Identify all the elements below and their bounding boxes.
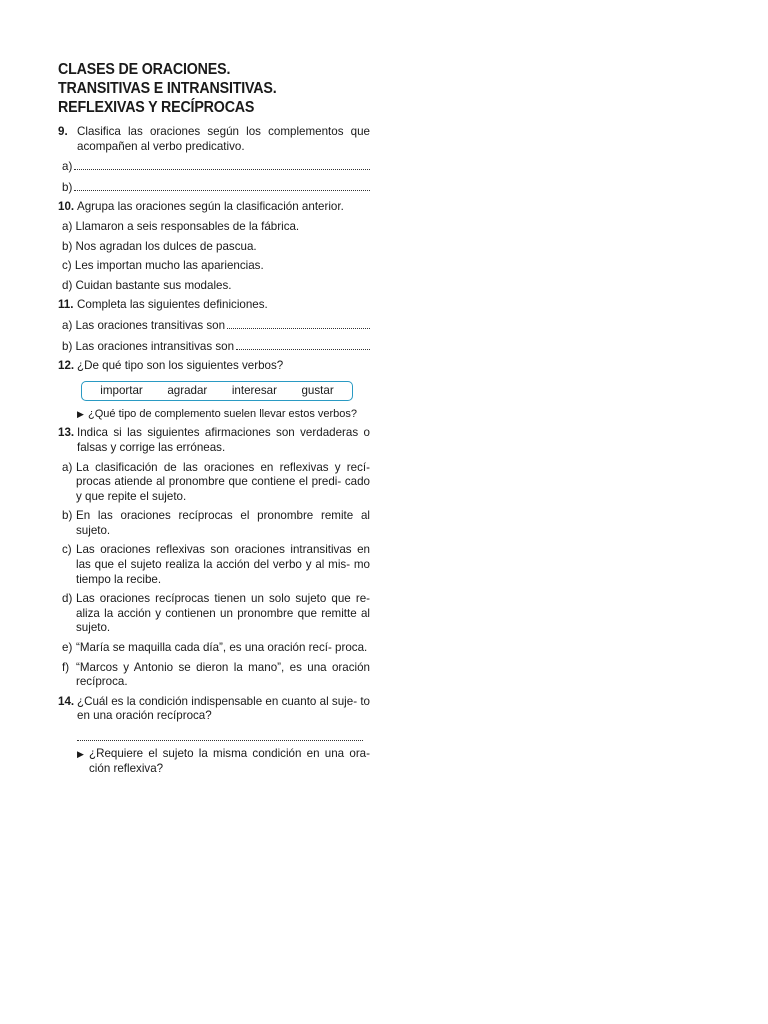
statement-text: Las oraciones recíprocas tienen un solo sujeto que re- aliza la acción y contienen un pronombre que remitte al sujeto.	[76, 592, 370, 635]
statement-text: Las oraciones reflexivas son oraciones intransitivas en las que el sujeto realiza la acción del verbo y al mis- mo tiempo la recibe.	[76, 543, 370, 586]
statement-label: a)	[62, 460, 73, 474]
answer-line	[227, 318, 370, 329]
question-13	[58, 426, 370, 455]
question-number: 12.	[58, 359, 75, 373]
answer-line	[236, 339, 370, 350]
question-12-followup	[58, 407, 370, 422]
statement-label: f)	[62, 660, 70, 674]
statement-item	[62, 592, 370, 636]
statement-text: “Marcos y Antonio se dieron la mano”, es una oración recíproca.	[76, 660, 370, 689]
question-text: Indica si las siguientes afirmaciones son verdaderas o falsas y corrige las erróneas.	[77, 426, 370, 454]
definition-label: a) Las oraciones transitivas son	[62, 318, 226, 332]
question-number: 10.	[58, 200, 75, 214]
statement-item	[62, 661, 370, 690]
question-12	[58, 359, 370, 374]
answer-9a	[62, 159, 370, 175]
verb-word: agradar	[167, 384, 208, 398]
sentence-item: b) Nos agradan los dulces de pascua.	[62, 239, 257, 253]
question-10	[58, 200, 370, 215]
definition-label: b) Las oraciones intransitivas son	[62, 339, 235, 353]
followup-text: ¿Requiere el sujeto la misma condición en una ora- ción reflexiva?	[89, 747, 370, 775]
title-line-1: CLASES DE ORACIONES.	[58, 61, 231, 78]
answer-label: a)	[62, 160, 73, 174]
question-number: 14.	[58, 694, 75, 708]
definition-11b	[62, 339, 370, 355]
verb-box	[81, 381, 353, 401]
page-title	[58, 60, 371, 117]
statement-label: c)	[62, 543, 72, 557]
question-text: ¿De qué tipo son los siguientes verbos?	[77, 359, 284, 373]
statement-item	[62, 461, 370, 505]
definition-11a	[62, 318, 370, 334]
sentence-item: d) Cuidan bastante sus modales.	[62, 278, 232, 292]
answer-line	[77, 730, 363, 741]
statement-label: d)	[62, 592, 73, 606]
question-text: Completa las siguientes definiciones.	[77, 298, 268, 312]
statement-text: La clasificación de las oraciones en reflexivas y recí- procas atiende al pronombre que contiene el predi- cado y que repite el sujeto.	[76, 460, 370, 503]
followup-text: ¿Qué tipo de complemento suelen llevar estos verbos?	[88, 407, 358, 420]
title-line-3: REFLEXIVAS Y RECÍPROCAS	[58, 99, 255, 116]
question-14-followup	[58, 747, 370, 776]
sentence-item: a) Llamaron a seis responsables de la fábrica.	[62, 219, 300, 233]
verb-word: importar	[100, 384, 143, 398]
question-number: 13.	[58, 426, 75, 440]
statement-item	[62, 641, 370, 656]
statement-text: En las oraciones recíprocas el pronombre remite al sujeto.	[76, 509, 370, 537]
question-number: 11.	[58, 298, 74, 312]
question-text: Clasifica las oraciones según los complementos que acompañen al verbo predicativo.	[77, 125, 370, 153]
answer-label: b)	[62, 180, 73, 194]
statement-item	[62, 543, 370, 587]
triangle-right-icon: ▶	[77, 749, 84, 759]
question-14	[58, 695, 370, 724]
worksheet-page	[58, 60, 370, 776]
statement-item	[62, 509, 370, 538]
question-9	[58, 125, 370, 154]
statement-label: b)	[62, 509, 73, 523]
answer-9b	[62, 180, 370, 196]
verb-word: gustar	[301, 384, 334, 398]
sentence-item: c) Les importan mucho las apariencias.	[62, 259, 264, 273]
question-text: ¿Cuál es la condición indispensable en cuanto al suje- to en una oración recíproca?	[77, 694, 370, 723]
question-11	[58, 298, 370, 313]
question-number: 9.	[58, 125, 68, 138]
statement-label: e)	[62, 641, 73, 655]
answer-line	[74, 159, 370, 170]
statement-text: “María se maquilla cada día”, es una oración recí- proca.	[76, 641, 368, 655]
verb-word: interesar	[231, 384, 277, 398]
triangle-right-icon: ▶	[77, 408, 84, 419]
question-text: Agrupa las oraciones según la clasificación anterior.	[77, 200, 344, 214]
title-line-2: TRANSITIVAS E INTRANSITIVAS.	[58, 80, 277, 97]
answer-line	[74, 180, 370, 191]
